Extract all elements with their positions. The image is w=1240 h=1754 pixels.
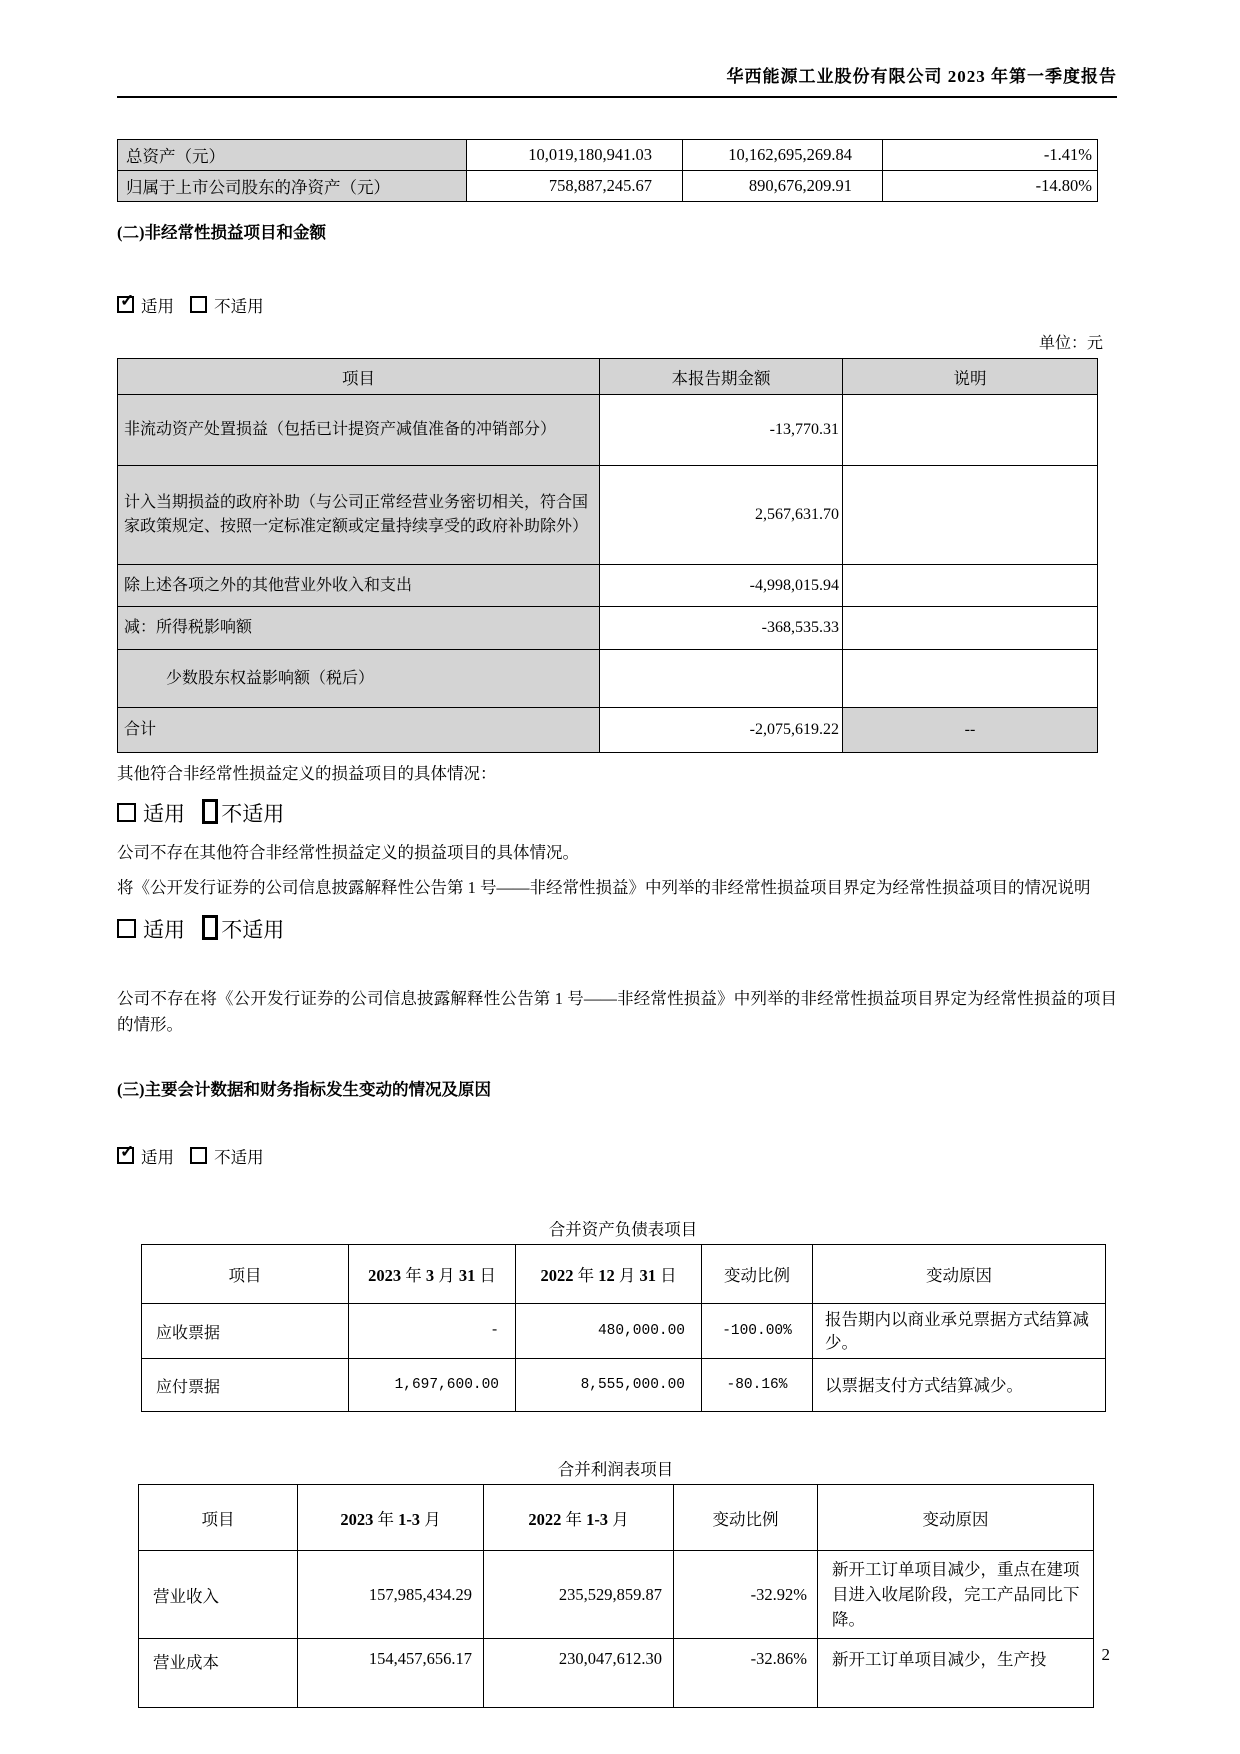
balance-table-title: 合并资产负债表项目 (548, 1220, 698, 1239)
income-statement-section (138, 1456, 1093, 1708)
check-icon: ✓ (120, 291, 135, 310)
col-header-item: 项目 (118, 359, 600, 395)
table-header-row (118, 359, 1098, 395)
not-applicable-label: 不适用 (214, 1148, 264, 1167)
item-amount: 2,567,631.70 (600, 466, 843, 565)
table-header-row (142, 1245, 1106, 1304)
row-item: 营业收入 (139, 1551, 298, 1639)
row-item: 应收票据 (142, 1304, 349, 1359)
unit-label: 单位：元 (1038, 335, 1103, 352)
table-row (142, 1359, 1106, 1412)
item-note (843, 607, 1098, 650)
row-prior: 480,000.00 (516, 1304, 702, 1359)
indicator-prior-value: 890,676,209.91 (683, 171, 883, 202)
total-label: 合计 (118, 708, 600, 753)
row-current: 157,985,434.29 (298, 1551, 484, 1639)
table-row (118, 650, 1098, 708)
indicator-label: 总资产（元） (118, 140, 467, 171)
table-row (118, 140, 1098, 171)
col-header-prior-period: 2022 年 1-3 月 (484, 1485, 674, 1551)
row-item: 营业成本 (139, 1639, 298, 1708)
item-amount (600, 650, 843, 708)
item-note (843, 650, 1098, 708)
table-row (118, 395, 1098, 466)
table-row (118, 171, 1098, 202)
item-note (843, 395, 1098, 466)
item-amount: -4,998,015.94 (600, 565, 843, 607)
col-header-amount: 本报告期金额 (600, 359, 843, 395)
col-header-reason: 变动原因 (818, 1485, 1094, 1551)
row-reason: 报告期内以商业承兑票据方式结算减少。 (813, 1304, 1106, 1359)
table-header-row (139, 1485, 1094, 1551)
item-label: 除上述各项之外的其他营业外收入和支出 (118, 565, 600, 607)
checkbox-unchecked-bold-icon (202, 799, 218, 824)
indicator-current-value: 758,887,245.67 (467, 171, 683, 202)
income-statement-table (138, 1484, 1094, 1708)
define-text: 公司不存在将《公开发行证券的公司信息披露解释性公告第 1 号——非经常性损益》中列举的非经常性损益项目界定为经常性损益的项目的情形。 (117, 989, 1117, 1034)
table-total-row (118, 708, 1098, 753)
row-item: 应付票据 (142, 1359, 349, 1412)
page-header (117, 62, 1117, 98)
col-header-note: 说明 (843, 359, 1098, 395)
checkbox-checked-icon (117, 291, 135, 313)
row-prior: 8,555,000.00 (516, 1359, 702, 1412)
applicability-line (117, 798, 1117, 828)
other-items-caption: 其他符合非经常性损益定义的损益项目的具体情况： (117, 764, 497, 783)
table-row (139, 1551, 1094, 1639)
balance-sheet-section (141, 1216, 1105, 1412)
col-header-item: 项目 (139, 1485, 298, 1551)
table-row (118, 565, 1098, 607)
table-row (118, 466, 1098, 565)
applicability-line (117, 1144, 1117, 1168)
row-reason: 以票据支付方式结算减少。 (813, 1359, 1106, 1412)
applicability-line (117, 914, 1117, 944)
key-indicators-table (117, 139, 1098, 202)
item-label: 少数股东权益影响额（税后） (118, 650, 600, 708)
applicable-label: 适用 (143, 802, 185, 826)
col-header-item: 项目 (142, 1245, 349, 1304)
checkbox-unchecked-icon (190, 1147, 207, 1164)
item-note (843, 565, 1098, 607)
row-prior: 235,529,859.87 (484, 1551, 674, 1639)
checkbox-unchecked-icon (190, 296, 207, 313)
not-applicable-label: 不适用 (214, 297, 264, 316)
col-header-current-date: 2023 年 3 月 31 日 (349, 1245, 516, 1304)
other-items-text: 公司不存在其他符合非经常性损益定义的损益项目的具体情况。 (117, 843, 579, 862)
col-header-current-period: 2023 年 1-3 月 (298, 1485, 484, 1551)
row-ratio: -32.92% (674, 1551, 818, 1639)
checkbox-unchecked-bold-icon (202, 915, 218, 940)
row-reason: 新开工订单项目减少，重点在建项目进入收尾阶段，完工产品同比下降。 (818, 1551, 1094, 1639)
item-amount: -368,535.33 (600, 607, 843, 650)
income-table-title: 合并利润表项目 (557, 1460, 674, 1479)
section-two-heading: (二)非经常性损益项目和金额 (117, 223, 326, 242)
checkbox-unchecked-icon (117, 803, 136, 822)
item-label: 计入当期损益的政府补助（与公司正常经营业务密切相关，符合国家政策规定、按照一定标准定额或定量持续享受的政府补助除外） (118, 466, 600, 565)
item-amount: -13,770.31 (600, 395, 843, 466)
report-title: 华西能源工业股份有限公司 2023 年第一季度报告 (726, 67, 1117, 86)
applicable-label: 适用 (141, 297, 174, 316)
row-reason: 新开工订单项目减少，生产投 (818, 1639, 1094, 1708)
applicability-line (117, 293, 1117, 317)
total-amount: -2,075,619.22 (600, 708, 843, 753)
not-applicable-label: 不适用 (221, 802, 285, 826)
indicator-change: -14.80% (883, 171, 1098, 202)
col-header-reason: 变动原因 (813, 1245, 1106, 1304)
checkbox-unchecked-icon (117, 919, 136, 938)
row-ratio: -80.16% (702, 1359, 813, 1412)
total-note: -- (843, 708, 1098, 753)
check-icon: ✓ (120, 1142, 135, 1161)
balance-sheet-table (141, 1244, 1106, 1412)
section-three-heading: (三)主要会计数据和财务指标发生变动的情况及原因 (117, 1080, 491, 1099)
item-note (843, 466, 1098, 565)
indicator-change: -1.41% (883, 140, 1098, 171)
row-current: 1,697,600.00 (349, 1359, 516, 1412)
define-caption: 将《公开发行证券的公司信息披露解释性公告第 1 号——非经常性损益》中列举的非经常性损益项目界定为经常性损益项目的情况说明 (117, 878, 1091, 897)
row-ratio: -32.86% (674, 1639, 818, 1708)
item-label: 非流动资产处置损益（包括已计提资产减值准备的冲销部分） (118, 395, 600, 466)
indicator-current-value: 10,019,180,941.03 (467, 140, 683, 171)
checkbox-checked-icon (117, 1142, 135, 1164)
page-number: 2 (1101, 1645, 1110, 1664)
table-row (142, 1304, 1106, 1359)
row-current: - (349, 1304, 516, 1359)
col-header-ratio: 变动比例 (702, 1245, 813, 1304)
row-current: 154,457,656.17 (298, 1639, 484, 1708)
table-row (118, 607, 1098, 650)
non-recurring-items-table (117, 358, 1098, 753)
col-header-ratio: 变动比例 (674, 1485, 818, 1551)
row-prior: 230,047,612.30 (484, 1639, 674, 1708)
indicator-label: 归属于上市公司股东的净资产（元） (118, 171, 467, 202)
applicable-label: 适用 (143, 918, 185, 942)
item-label: 减：所得税影响额 (118, 607, 600, 650)
indicator-prior-value: 10,162,695,269.84 (683, 140, 883, 171)
row-ratio: -100.00% (702, 1304, 813, 1359)
table-row (139, 1639, 1094, 1708)
applicable-label: 适用 (141, 1148, 174, 1167)
col-header-prior-date: 2022 年 12 月 31 日 (516, 1245, 702, 1304)
not-applicable-label: 不适用 (221, 918, 285, 942)
